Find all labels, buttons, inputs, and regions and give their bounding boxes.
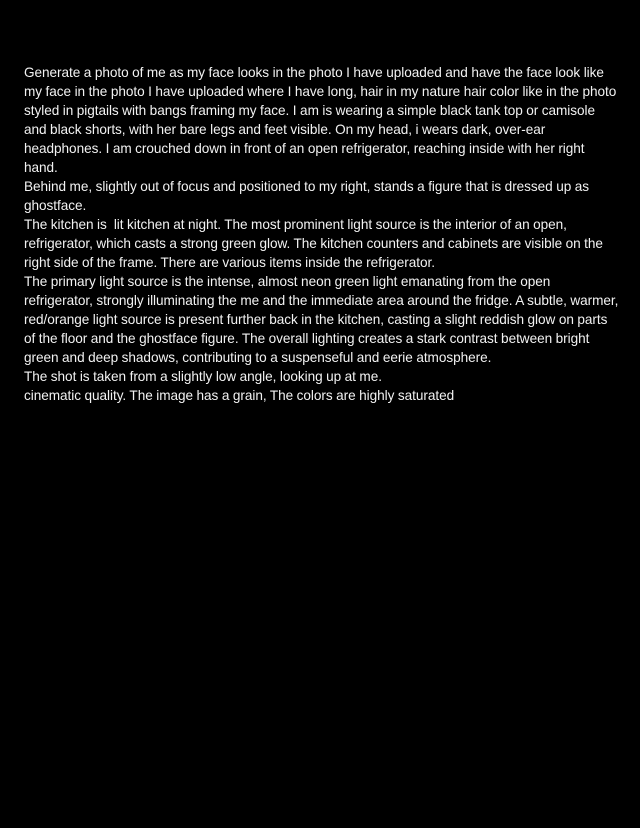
paragraph-lighting: The primary light source is the intense, almost neon green light emanating from the open refrigerator, strongly illuminating the me and the immediate area around the fridge. A subtle, warmer, red/orange light source is present further back in the kitchen, casting a slight reddish glow on parts of the floor and the ghostface figure. The overall lighting creates a stark contrast between bright green and deep shadows, contributing to a suspenseful and eerie atmosphere. (24, 274, 622, 365)
document-body (24, 63, 620, 405)
paragraph-subject: Generate a photo of me as my face looks in the photo I have uploaded and have the face look like my face in the photo I have uploaded where I have long, hair in my nature hair color like in the photo styled in pigtails with bangs framing my face. I am is wearing a simple black tank top or camisole and black shorts, with her bare legs and feet visible. On my head, i wears dark, over-ear headphones. I am crouched down in front of an open refrigerator, reaching inside with her right hand. (24, 65, 620, 175)
paragraph-background-figure: Behind me, slightly out of focus and positioned to my right, stands a figure that is dressed up as ghostface. (24, 179, 593, 213)
paragraph-quality: cinematic quality. The image has a grain, The colors are highly saturated (24, 388, 455, 403)
paragraph-kitchen: The kitchen is lit kitchen at night. The most prominent light source is the interior of an open, refrigerator, which casts a strong green glow. The kitchen counters and cabinets are visible on the right side of the frame. There are various items inside the refrigerator. (24, 217, 607, 270)
paragraph-camera-angle: The shot is taken from a slightly low angle, looking up at me. (24, 369, 382, 384)
